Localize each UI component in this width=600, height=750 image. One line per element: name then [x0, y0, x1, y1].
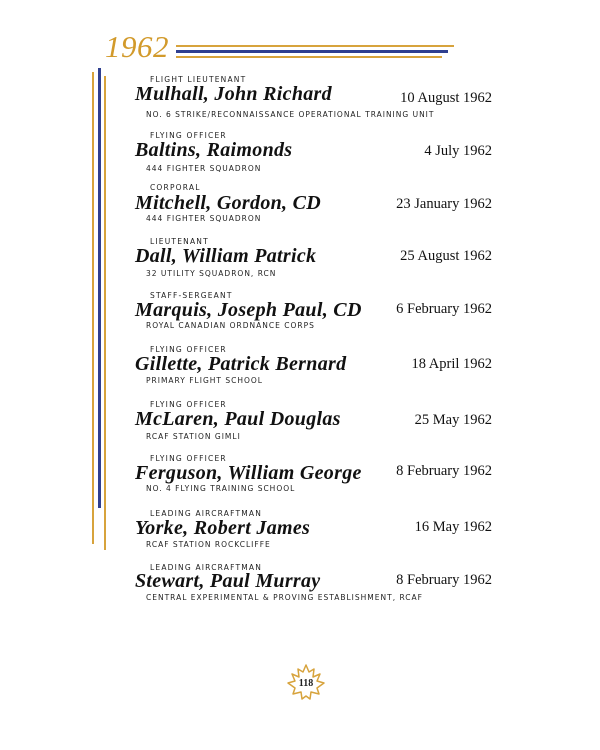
- entry-unit: 444 FIGHTER SQUADRON: [146, 214, 262, 223]
- entry-name: Dall, William Patrick: [135, 245, 317, 267]
- entry-date: 16 May 1962: [414, 519, 492, 535]
- entry-rank: LEADING AIRCRAFTMAN: [150, 509, 263, 518]
- entry-name: Marquis, Joseph Paul, CD: [135, 299, 362, 321]
- entry-date: 8 February 1962: [396, 463, 492, 479]
- entry-name: Stewart, Paul Murray: [135, 570, 321, 592]
- entry-date: 6 February 1962: [396, 301, 492, 317]
- entry-unit: NO. 6 STRIKE/RECONNAISSANCE OPERATIONAL TRAINING UNIT: [146, 110, 435, 119]
- entry-date: 25 August 1962: [400, 248, 492, 264]
- entry-rank: FLYING OFFICER: [150, 400, 227, 409]
- year-heading: 1962: [105, 29, 169, 64]
- entry-name: Baltins, Raimonds: [135, 139, 293, 161]
- entry-rank: FLYING OFFICER: [150, 454, 227, 463]
- entry-date: 4 July 1962: [424, 143, 492, 159]
- page-number-badge: [284, 662, 328, 706]
- entry-unit: PRIMARY FLIGHT SCHOOL: [146, 376, 263, 385]
- entry-rank: LIEUTENANT: [150, 237, 209, 246]
- entry-unit: 32 UTILITY SQUADRON, RCN: [146, 269, 277, 278]
- entry-date: 10 August 1962: [400, 90, 492, 106]
- entry-name: Yorke, Robert James: [135, 517, 311, 539]
- entry-date: 23 January 1962: [396, 196, 492, 212]
- entry-name: Gillette, Patrick Bernard: [135, 353, 347, 375]
- entry-rank: FLYING OFFICER: [150, 131, 227, 140]
- entry-rank: FLIGHT LIEUTENANT: [150, 75, 247, 84]
- entry-unit: NO. 4 FLYING TRAINING SCHOOL: [146, 484, 296, 493]
- entry-date: 8 February 1962: [396, 572, 492, 588]
- entry-unit: 444 FIGHTER SQUADRON: [146, 164, 262, 173]
- entry-unit: ROYAL CANADIAN ORDNANCE CORPS: [146, 321, 315, 330]
- page-number: 118: [298, 678, 314, 689]
- entry-name: McLaren, Paul Douglas: [135, 408, 341, 430]
- entry-date: 25 May 1962: [414, 412, 492, 428]
- entry-unit: CENTRAL EXPERIMENTAL & PROVING ESTABLISHMENT, RCAF: [146, 593, 423, 602]
- entry-rank: CORPORAL: [150, 183, 201, 192]
- entry-name: Ferguson, William George: [135, 462, 362, 484]
- entry-name: Mitchell, Gordon, CD: [135, 192, 322, 214]
- entry-rank: STAFF-SERGEANT: [150, 291, 233, 300]
- entry-rank: LEADING AIRCRAFTMAN: [150, 563, 263, 572]
- entry-rank: FLYING OFFICER: [150, 345, 227, 354]
- entry-unit: RCAF STATION GIMLI: [146, 432, 241, 441]
- entry-name: Mulhall, John Richard: [135, 83, 332, 105]
- entry-date: 18 April 1962: [411, 356, 492, 372]
- entry-unit: RCAF STATION ROCKCLIFFE: [146, 540, 271, 549]
